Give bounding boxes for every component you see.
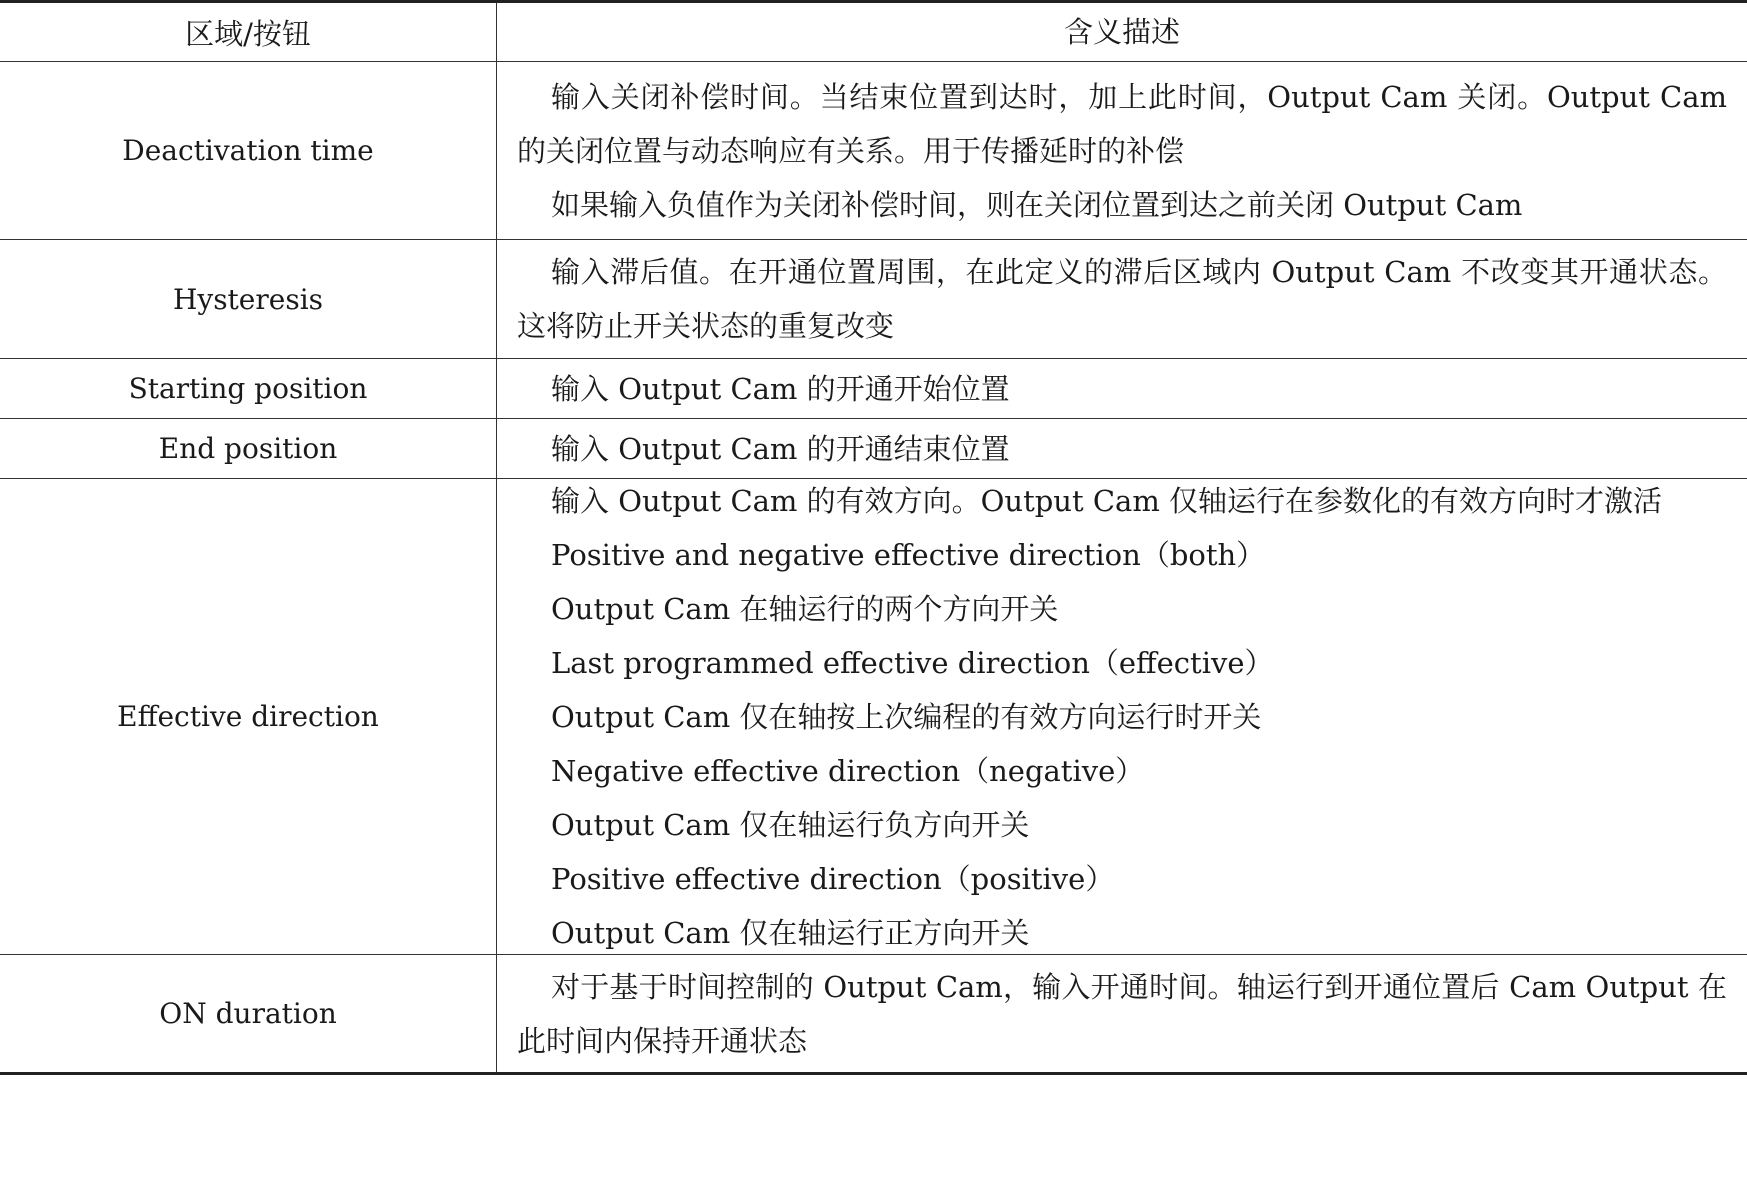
desc-paragraph: Output Cam 仅在轴运行负方向开关 bbox=[551, 807, 1030, 842]
desc-paragraph: 输入 Output Cam 的开通开始位置 bbox=[551, 371, 1010, 406]
row-description bbox=[497, 240, 1747, 358]
desc-paragraph: Output Cam 仅在轴按上次编程的有效方向运行时开关 bbox=[551, 699, 1262, 734]
table-row bbox=[0, 418, 1747, 478]
desc-paragraph: 输入滞后值。在开通位置周围，在此定义的滞后区域内 Output Cam 不改变其开通状态。这将防止开关状态的重复改变 bbox=[517, 255, 1727, 343]
desc-paragraph: 输入 Output Cam 的开通结束位置 bbox=[551, 431, 1010, 466]
desc-paragraph: Last programmed effective direction（effective） bbox=[551, 645, 1274, 680]
table-row bbox=[0, 478, 1747, 954]
header-col-area: 区域/按钮 bbox=[0, 3, 497, 61]
table-row bbox=[0, 358, 1747, 418]
desc-paragraph: 输入关闭补偿时间。当结束位置到达时，加上此时间，Output Cam 关闭。Output Cam 的关闭位置与动态响应有关系。用于传播延时的补偿 bbox=[517, 79, 1727, 168]
row-description bbox=[497, 62, 1747, 239]
row-label: Hysteresis bbox=[0, 240, 497, 358]
desc-paragraph: Output Cam 在轴运行的两个方向开关 bbox=[551, 591, 1059, 626]
table-row bbox=[0, 61, 1747, 239]
desc-paragraph: Negative effective direction（negative） bbox=[551, 753, 1145, 788]
desc-paragraph: 对于基于时间控制的 Output Cam，输入开通时间。轴运行到开通位置后 Cam Output 在此时间内保持开通状态 bbox=[517, 969, 1727, 1058]
table-row bbox=[0, 954, 1747, 1072]
desc-paragraph: Output Cam 仅在轴运行正方向开关 bbox=[551, 915, 1030, 950]
table-header-row bbox=[0, 3, 1747, 61]
row-label: Deactivation time bbox=[0, 62, 497, 239]
row-label: Effective direction bbox=[0, 479, 497, 954]
desc-paragraph: 输入 Output Cam 的有效方向。Output Cam 仅轴运行在参数化的有效方向时才激活 bbox=[551, 483, 1663, 518]
row-label: Starting position bbox=[0, 359, 497, 418]
row-description bbox=[497, 955, 1747, 1072]
row-label: ON duration bbox=[0, 955, 497, 1072]
header-col-description: 含义描述 bbox=[1063, 15, 1180, 49]
desc-paragraph: Positive effective direction（positive） bbox=[551, 861, 1115, 896]
desc-paragraph: 如果输入负值作为关闭补偿时间，则在关闭位置到达之前关闭 Output Cam bbox=[551, 187, 1523, 222]
row-description bbox=[497, 359, 1747, 418]
row-description bbox=[497, 419, 1747, 478]
desc-paragraph: Positive and negative effective direction（both） bbox=[551, 537, 1266, 572]
table-row bbox=[0, 239, 1747, 358]
row-description bbox=[497, 479, 1747, 954]
row-label: End position bbox=[0, 419, 497, 478]
